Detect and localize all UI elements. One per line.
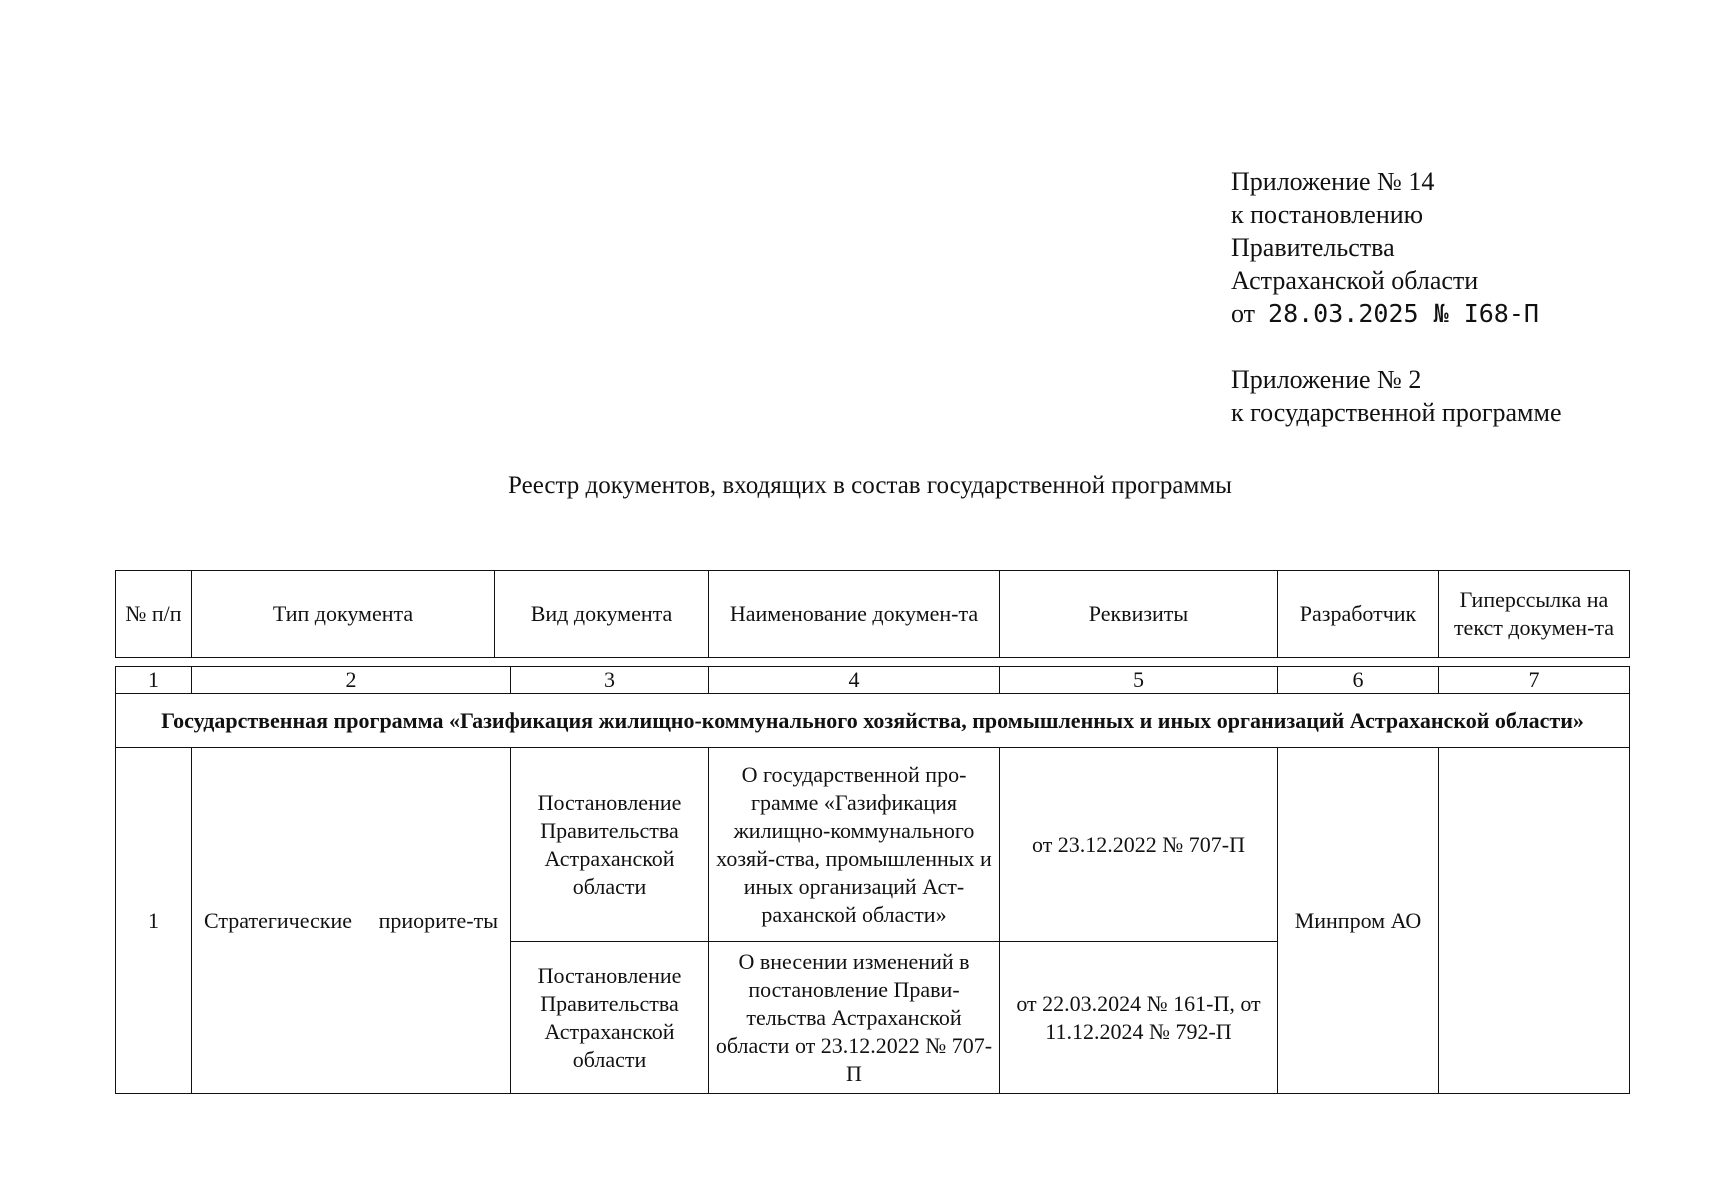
appendix-14-date [1231,297,1539,330]
appendix-14-line: Астраханской области [1231,266,1479,295]
doc-name-cell: О внесении изменений в постановление Прави-тельства Астраханской области от 23.12.2022 № 707-П [709,942,1000,1094]
doc-type-cell: Стратегические приорите-ты [192,748,511,1094]
column-number-row [116,667,1630,694]
date-prefix: от [1231,299,1256,328]
requisites-cell: от 22.03.2024 № 161-П, от 11.12.2024 № 792-П [1000,942,1278,1094]
column-number: 4 [709,667,1000,694]
col-header: Реквизиты [1000,571,1278,658]
column-number: 1 [116,667,192,694]
registry-table [115,666,1630,1094]
document-title: Реестр документов, входящих в состав государственной программы [508,472,1232,499]
col-header: Наименование докумен-та [709,571,1000,658]
doc-kind-cell: Постановление Правительства Астраханской области [511,942,709,1094]
section-row [116,694,1630,748]
col-header: № п/п [116,571,192,658]
header-table [115,570,1630,658]
hyperlink-cell [1439,748,1630,1094]
header-row [116,571,1630,658]
row-number: 1 [116,748,192,1094]
column-number: 5 [1000,667,1278,694]
appendix-2-line: Приложение № 2 [1231,365,1422,394]
section-title: Государственная программа «Газификация жилищно-коммунального хозяйства, промышленных и иных организаций Астраханской области» [116,694,1630,748]
column-number: 3 [511,667,709,694]
col-header: Тип документа [192,571,495,658]
appendix-14-line: к постановлению [1231,200,1424,229]
col-header: Вид документа [495,571,709,658]
doc-name-cell: О государственной про-грамме «Газификация жилищно-коммунального хозяй-ства, промышленных и иных организаций Аст-раханской области» [709,748,1000,942]
col-header: Гиперссылка на текст докумен-та [1439,571,1630,658]
appendix-2-block [1231,363,1562,429]
doc-kind-cell: Постановление Правительства Астраханской области [511,748,709,942]
column-number: 7 [1439,667,1630,694]
developer-cell: Минпром АО [1278,748,1439,1094]
appendix-2-line: к государственной программе [1231,398,1562,427]
table-row [116,748,1630,942]
column-number: 6 [1278,667,1439,694]
col-header: Разработчик [1278,571,1439,658]
appendix-14-block [1231,165,1539,330]
requisites-cell: от 23.12.2022 № 707-П [1000,748,1278,942]
column-number: 2 [192,667,511,694]
appendix-14-line: Правительства [1231,233,1395,262]
date-stamp: 28.03.2025 № I68-П [1268,299,1539,328]
appendix-14-line: Приложение № 14 [1231,167,1435,196]
